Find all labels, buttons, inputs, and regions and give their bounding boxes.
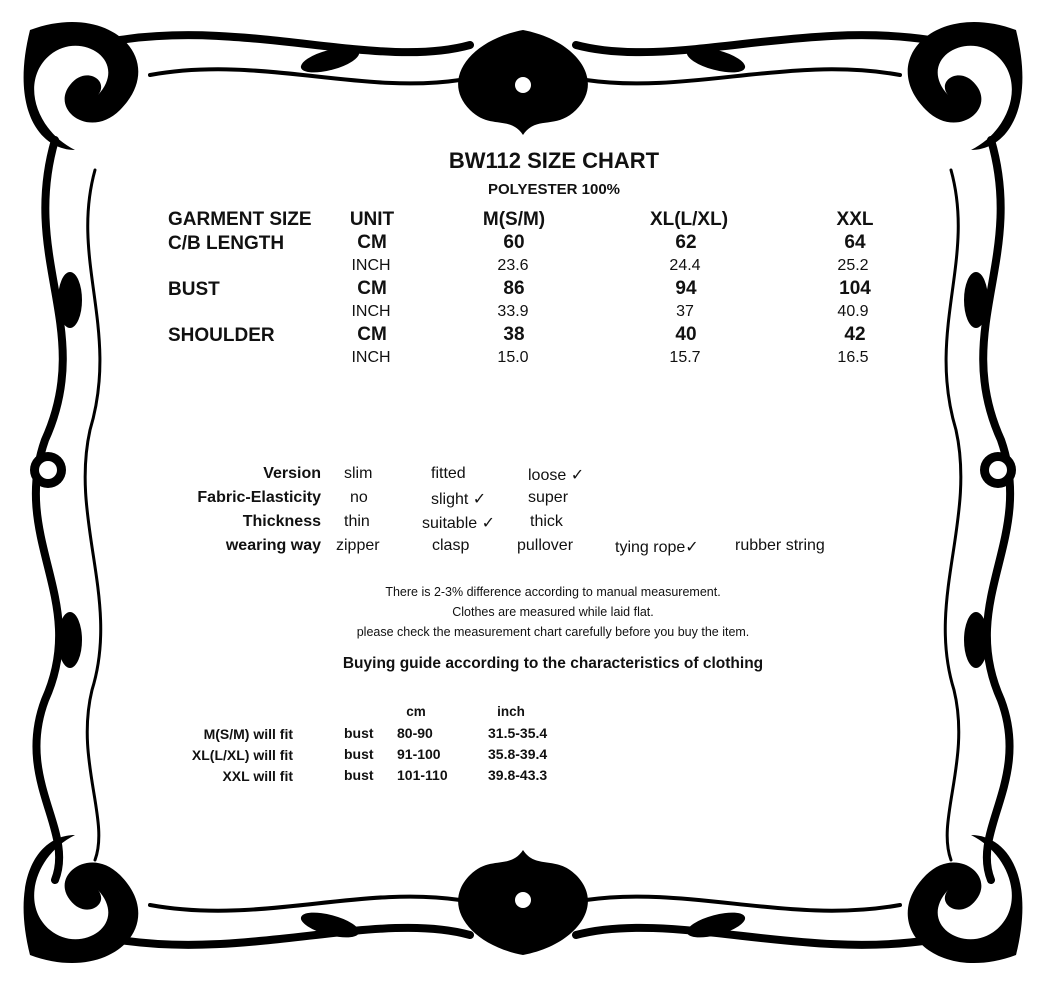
attr-option: fitted xyxy=(431,465,466,482)
unit-cm: CM xyxy=(357,232,387,253)
size-header-xl: XL(L/XL) xyxy=(649,209,729,230)
guide-cm-range: 80-90 xyxy=(397,725,433,741)
guide-part: bust xyxy=(344,767,374,783)
attr-option: no xyxy=(350,489,368,506)
attr-option-selected: suitable ✓ xyxy=(422,515,495,532)
table-cell: 42 xyxy=(844,324,866,345)
guide-part: bust xyxy=(344,746,374,762)
table-cell: 15.0 xyxy=(497,349,529,366)
table-cell: 94 xyxy=(675,278,697,299)
guide-size-label: XL(L/XL) will fit xyxy=(191,747,293,763)
table-cell: 23.6 xyxy=(497,257,529,274)
unit-inch: INCH xyxy=(351,303,391,320)
unit-cm: CM xyxy=(357,278,387,299)
attr-label-elasticity: Fabric-Elasticity xyxy=(197,489,321,506)
table-cell: 16.5 xyxy=(837,349,869,366)
attr-label-thickness: Thickness xyxy=(242,513,321,530)
size-header-xxl: XXL xyxy=(836,209,874,230)
unit-inch: INCH xyxy=(351,349,391,366)
attr-option-selected: loose ✓ xyxy=(528,467,585,484)
row-label-bust: BUST xyxy=(168,279,220,300)
guide-size-label: M(S/M) will fit xyxy=(203,726,293,742)
attr-option: slim xyxy=(344,465,373,482)
table-cell: 40.9 xyxy=(837,303,869,320)
attr-option-selected: slight ✓ xyxy=(431,491,487,508)
size-header-m: M(S/M) xyxy=(482,209,546,230)
guide-title: Buying guide according to the characteristics of clothing xyxy=(342,655,764,672)
attr-option: thin xyxy=(344,513,370,530)
attr-option: pullover xyxy=(517,537,574,554)
attr-option: clasp xyxy=(432,537,470,554)
table-cell: 25.2 xyxy=(837,257,869,274)
unit-inch: INCH xyxy=(351,257,391,274)
table-cell: 33.9 xyxy=(497,303,529,320)
guide-inch-range: 39.8-43.3 xyxy=(488,767,548,783)
material-label: POLYESTER 100% xyxy=(487,181,621,198)
row-label-length: C/B LENGTH xyxy=(168,233,285,254)
note-line: There is 2-3% difference according to manual measurement. xyxy=(385,585,721,599)
attr-label-wearing-way: wearing way xyxy=(225,537,321,554)
attr-option: super xyxy=(528,489,569,506)
unit-cm: CM xyxy=(357,324,387,345)
table-cell: 64 xyxy=(844,232,866,253)
guide-cm-range: 101-110 xyxy=(397,767,448,783)
guide-col-cm: cm xyxy=(406,704,426,719)
guide-col-inch: inch xyxy=(497,704,525,719)
row-label-shoulder: SHOULDER xyxy=(168,325,275,346)
chart-title: BW112 SIZE CHART xyxy=(448,148,660,173)
table-cell: 38 xyxy=(503,324,525,345)
table-cell: 37 xyxy=(676,303,694,320)
note-line: please check the measurement chart carefully before you buy the item. xyxy=(356,625,750,639)
table-cell: 40 xyxy=(675,324,697,345)
guide-size-label: XXL will fit xyxy=(222,768,293,784)
table-cell: 15.7 xyxy=(669,349,701,366)
attr-option: thick xyxy=(530,513,563,530)
unit-header: UNIT xyxy=(349,209,395,230)
table-cell: 86 xyxy=(503,278,525,299)
table-cell: 24.4 xyxy=(669,257,701,274)
guide-inch-range: 35.8-39.4 xyxy=(488,746,548,762)
table-cell: 62 xyxy=(675,232,697,253)
garment-size-header: GARMENT SIZE xyxy=(168,209,312,230)
attr-option-selected: tying rope✓ xyxy=(615,539,699,556)
guide-part: bust xyxy=(344,725,374,741)
guide-cm-range: 91-100 xyxy=(397,746,441,762)
table-cell: 104 xyxy=(839,278,871,299)
attr-option: zipper xyxy=(336,537,380,554)
attr-label-version: Version xyxy=(263,465,321,482)
table-cell: 60 xyxy=(503,232,525,253)
note-line: Clothes are measured while laid flat. xyxy=(452,605,654,619)
attr-option: rubber string xyxy=(735,537,825,554)
guide-inch-range: 31.5-35.4 xyxy=(488,725,548,741)
